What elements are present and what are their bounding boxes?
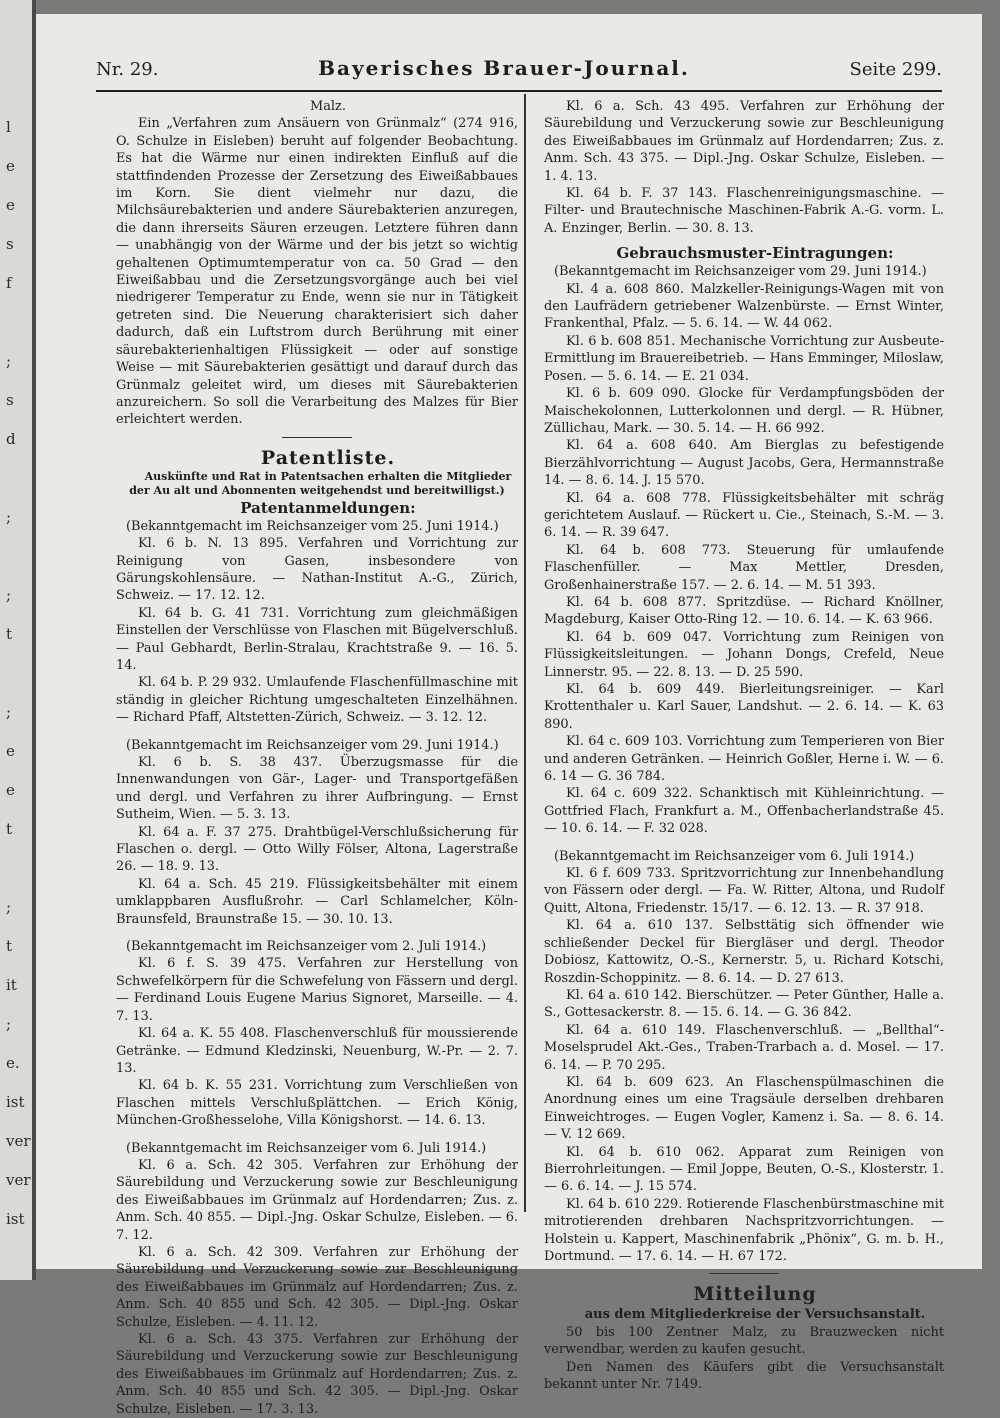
patent-entry: Kl. 64 a. 608 640. Am Bierglas zu befestigende Bierzählvorrichtung — August Jacobs, Gera, Hermannstraße 14. — 8. 6. 14. J. 15 570. <box>544 438 944 489</box>
patent-entry: Kl. 6 a. Sch. 42 305. Verfahren zur Erhöhung der Säurebildung und Verzuckerung sowie zur Beschleunigung des Eiweißabbaues im Grünmalz auf Hordendarren; Zus. z. Anm. Sch. 40 855. — Dipl.-Jng. Oskar Schulze, Eisleben. — 6. 7. 12. <box>116 1157 518 1243</box>
malz-article <box>116 115 518 428</box>
patent-applications-continued <box>544 98 944 243</box>
previous-page-fragment: ist <box>6 1210 25 1228</box>
page-number-left: Nr. 29. <box>96 59 159 80</box>
previous-page-fragment: f <box>6 274 12 292</box>
spacer <box>116 928 518 938</box>
patent-entry: Kl. 4 a. 608 860. Malzkeller-Reinigungs-Wagen mit von den Laufrädern getriebener Walzenbürste. — Ernst Winter, Frankenthal, Pfalz. — 5. 6. 14. — W. 44 062. <box>544 281 944 332</box>
patentliste-title: Patentliste. <box>260 446 396 469</box>
previous-page-fragment: t <box>6 937 13 955</box>
patent-entry: Kl. 64 a. Sch. 45 219. Flüssigkeitsbehälter mit einem umklappbaren Ausflußrohr. — Carl Schlamelcher, Köln-Braunsfeld, Braunstraße 15. — 30. 10. 13. <box>116 876 518 927</box>
patent-entry: Kl. 64 b. 608 773. Steuerung für umlaufende Flaschenfüller. — Max Mettler, Dresden, Großenhainerstraße 157. — 2. 6. 14. — M. 51 393. <box>544 542 944 593</box>
patent-entry: Kl. 64 b. K. 55 231. Vorrichtung zum Verschließen von Flaschen mittels Verschlußplättchen. — Erich König, München-Großhesselohe, Villa Königshorst. — 14. 6. 13. <box>116 1078 518 1129</box>
patent-entry: Kl. 6 b. 609 090. Glocke für Verdampfungsböden der Maischekolonnen, Lutterkolonnen und dergl. — R. Hübner, Züllichau, Mark. — 30. 5. 14. — H. 66 992. <box>544 386 944 436</box>
page-header <box>96 56 942 86</box>
previous-page-fragment: d <box>6 430 16 448</box>
patent-entry: Kl. 6 b. S. 38 437. Überzugsmasse für die Innenwandungen von Gär-, Lager- und Transportgefäßen und dergl. und Verfahren zu ihrer Aufbringung. — Ernst Sutheim, Wien. — 5. 3. 13. <box>116 755 518 823</box>
mitteilung-paragraph: Den Namen des Käufers gibt die Versuchsanstalt bekannt unter Nr. 7149. <box>544 1359 944 1393</box>
mitteilung-subtitle: aus dem Mitgliederkreise der Versuchsanstalt. <box>584 1307 926 1323</box>
section-divider <box>282 437 352 438</box>
patent-entry: Kl. 64 b. 609 623. An Flaschenspülmaschinen die Anordnung eines um eine Tragsäule derselben drehbaren Einweichtroges. — Eugen Vogler, Kamenz i. Sa. — 8. 6. 14. — V. 12 669. <box>544 1074 944 1143</box>
announcement-line: (Bekanntgemacht im Reichsanzeiger vom 29. Juni 1914.) <box>554 264 927 280</box>
patent-entry: Kl. 64 a. K. 55 408. Flaschenverschluß für moussierende Getränke. — Edmund Kledzinski, Neuenburg, W.-Pr. — 2. 7. 13. <box>116 1026 518 1076</box>
previous-page-fragment: ; <box>6 508 12 526</box>
previous-page-fragment: ; <box>6 586 12 604</box>
patent-entry: Kl. 64 b. 610 229. Rotierende Flaschenbürstmaschine mit mitrotierenden drehbaren Nachspritzvorrichtungen. — Holstein u. Kappert, Maschinenfabrik „Phönix“, G. m. b. H., Dortmund. — 17. 6. 14. — H. 67 172. <box>544 1196 944 1264</box>
previous-page-fragment: e <box>6 742 15 760</box>
previous-page-fragment: t <box>6 820 13 838</box>
patent-entry: Kl. 64 a. 610 142. Bierschützer. — Peter Günther, Halle a. S., Gottesackerstr. 8. — 15. 6. 14. — G. 36 842. <box>544 987 944 1021</box>
journal-page <box>36 14 982 1417</box>
patent-entry: Kl. 6 a. Sch. 43 375. Verfahren zur Erhöhung der Säurebildung und Verzuckerung sowie zur Beschleunigung des Eiweißabbaues im Grünmalz auf Hordendarren; Zus. z. Anm. Sch. 40 855 und Sch. 42 305. — Dipl.-Jng. Oskar Schulze, Eisleben. — 17. 3. 13. <box>116 1332 518 1417</box>
previous-page-fragment: s <box>6 235 14 253</box>
anmeldungen-title: Patentanmeldungen: <box>240 498 416 517</box>
left-column <box>116 98 518 1417</box>
previous-page-fragment: e. <box>6 1054 20 1072</box>
patent-entry: Kl. 6 a. Sch. 43 495. Verfahren zur Erhöhung der Säurebildung und Verzuckerung sowie zur Beschleunigung des Eiweißabbaues im Grünmalz auf Hordendarren; Zus. z. Anm. Sch. 43 375. — Dipl.-Jng. Oskar Schulze, Eisleben. — 1. 4. 13. <box>544 99 944 184</box>
gebrauchsmuster-title: Gebrauchsmuster-Eintragungen: <box>616 244 894 263</box>
malz-title: Malz. <box>310 99 346 114</box>
journal-title: Bayerisches Brauer-Journal. <box>318 56 690 80</box>
patent-entry: Kl. 64 b. F. 37 143. Flaschenreinigungsmaschine. — Filter- und Brautechnische Maschinen-Fabrik A.-G. vorm. L. A. Enzinger, Berlin. — 30. 8. 13. <box>544 186 944 236</box>
patent-entry: Kl. 64 b. 608 877. Spritzdüse. — Richard Knöllner, Magdeburg, Kaiser Otto-Ring 12. — 10. 6. 14. — K. 63 966. <box>544 594 944 628</box>
section-divider <box>709 1273 779 1274</box>
spacer <box>116 1130 518 1140</box>
announcement-line: (Bekanntgemacht im Reichsanzeiger vom 6. Juli 1914.) <box>126 1140 487 1156</box>
previous-page-fragment: e <box>6 196 15 214</box>
column-divider <box>524 94 526 1212</box>
previous-page-fragment: e <box>6 157 15 175</box>
utility-model-entries <box>544 263 944 1265</box>
patent-entry: Kl. 64 b. 609 449. Bierleitungsreiniger. — Karl Krottenthaler u. Karl Sauer, Landshut. — 2. 6. 14. — K. 63 890. <box>544 682 944 732</box>
patent-applications <box>116 518 518 1418</box>
patent-entry: Kl. 64 a. 610 137. Selbsttätig sich öffnender wie schließender Deckel für Biergläser und dergl. Theodor Dobiosz, Kattowitz, O.-S., Kernerstr. 5, u. Richard Kotschi, Roszdin-Schoppinitz. — 8. 6. 14. — D. 27 613. <box>544 918 944 986</box>
patentliste-note: Auskünfte und Rat in Patentsachen erhalten die Mitglieder der Au alt und Abonnenten weitgehendst und bereitwilligst.) <box>129 469 512 497</box>
announcement-line: (Bekanntgemacht im Reichsanzeiger vom 29. Juni 1914.) <box>126 737 499 753</box>
previous-page-fragment: it <box>6 976 17 994</box>
previous-page-fragment: ver <box>6 1171 31 1189</box>
right-column <box>544 98 944 1393</box>
patent-entry: Kl. 64 c. 609 103. Vorrichtung zum Temperieren von Bier und anderen Getränken. — Heinrich Goßler, Herne i. W. — 6. 6. 14 — G. 36 784. <box>544 734 944 785</box>
mitteilung-paragraph: 50 bis 100 Zentner Malz, zu Brauzwecken nicht verwendbar, werden zu kaufen gesucht. <box>544 1324 944 1358</box>
previous-page-fragment: s <box>6 391 14 409</box>
announcement-line: (Bekanntgemacht im Reichsanzeiger vom 2. Juli 1914.) <box>126 939 487 955</box>
patent-entry: Kl. 6 b. 608 851. Mechanische Vorrichtung zur Ausbeute-Ermittlung im Brauereibetrieb. — Hans Emminger, Miloslaw, Posen. — 5. 6. 14. — E. 21 034. <box>544 333 944 384</box>
patent-entry: Kl. 64 b. P. 29 932. Umlaufende Flaschenfüllmaschine mit ständig in gleicher Richtung umgeschalteten Einzelhähnen. — Richard Pfaff, Altstetten-Zürich, Schweiz. — 3. 12. 12. <box>116 675 518 726</box>
patent-entry: Kl. 64 b. G. 41 731. Vorrichtung zum gleichmäßigen Einstellen der Verschlüsse von Flaschen mit Bügelverschluß. — Paul Gebhardt, Berlin-Stralau, Krachtstraße 9. — 16. 5. 14. <box>116 605 518 673</box>
previous-page-fragment: ; <box>6 1015 12 1033</box>
patent-entry: Kl. 64 b. 610 062. Apparat zum Reinigen von Bierrohrleitungen. — Emil Joppe, Beuten, O.-S., Klosterstr. 1. — 6. 6. 14. — J. 15 574. <box>544 1144 944 1195</box>
patent-entry: Kl. 64 a. 610 149. Flaschenverschluß. — „Bellthal“-Moselsprudel Akt.-Ges., Traben-Trarbach a. d. Mosel. — 17. 6. 14. — P. 70 295. <box>544 1022 944 1073</box>
announcement-line: (Bekanntgemacht im Reichsanzeiger vom 6. Juli 1914.) <box>554 848 915 864</box>
previous-page-fragment: l <box>6 118 11 136</box>
previous-page-fragment: ver <box>6 1132 31 1150</box>
page-number-right: Seite 299. <box>849 59 942 80</box>
patent-entry: Kl. 6 b. N. 13 895. Verfahren und Vorrichtung zur Reinigung von Gasen, insbesondere von Gärungskohlensäure. — Nathan-Institut A.-G., Zürich, Schweiz. — 17. 12. 12. <box>116 536 518 604</box>
previous-page-fragment: ; <box>6 703 12 721</box>
patent-entry: Kl. 6 a. Sch. 42 309. Verfahren zur Erhöhung der Säurebildung und Verzuckerung sowie zur Beschleunigung des Eiweißabbaues im Grünmalz auf Hordendarren; Zus. z. Anm. Sch. 40 855 und Sch. 42 305. — Dipl.-Jng. Oskar Schulze, Eisleben. — 4. 11. 12. <box>116 1244 518 1330</box>
previous-page-fragment: t <box>6 625 13 643</box>
spacer <box>544 838 944 848</box>
previous-page-fragment: e <box>6 781 15 799</box>
patent-entry: Kl. 64 b. 609 047. Vorrichtung zum Reinigen von Flüssigkeitsleitungen. — Johann Dongs, Crefeld, Neue Linnerstr. 95. — 22. 8. 13. — D. 25 590. <box>544 629 944 680</box>
previous-page-fragment: ; <box>6 352 12 370</box>
patent-entry: Kl. 64 c. 609 322. Schanktisch mit Kühleinrichtung. — Gottfried Flach, Frankfurt a. M., Offenbacherlandstraße 45. — 10. 6. 14. — F. 32 028. <box>544 786 944 837</box>
patent-entry: Kl. 64 a. 608 778. Flüssigkeitsbehälter mit schräg gerichtetem Auslauf. — Rückert u. Cie., Steinach, S.-M. — 3. 6. 14. — R. 39 647. <box>544 490 944 541</box>
mitteilung-body <box>544 1324 944 1394</box>
announcement-line: (Bekanntgemacht im Reichsanzeiger vom 25. Juni 1914.) <box>126 518 499 534</box>
header-rule <box>96 90 942 92</box>
patent-entry: Kl. 64 a. F. 37 275. Drahtbügel-Verschlußsicherung für Flaschen o. dergl. — Otto Willy Fölser, Altona, Lagerstraße 26. — 18. 9. 13. <box>116 824 518 875</box>
spacer <box>116 727 518 737</box>
previous-page-fragment: ; <box>6 898 12 916</box>
previous-page-strip <box>0 0 36 1280</box>
patent-entry: Kl. 6 f. S. 39 475. Verfahren zur Herstellung von Schwefelkörpern für die Schwefelung von Fässern und dergl. — Ferdinand Louis Eugene Marius Signoret, Marseille. — 4. 7. 13. <box>116 956 518 1024</box>
mitteilung-title: Mitteilung <box>693 1283 817 1306</box>
malz-paragraph: Ein „Verfahren zum Ansäuern von Grünmalz“ (274 916, O. Schulze in Eisleben) beruht auf folgender Beobachtung. Es hat die Wärme nur einen indirekten Einfluß auf die stattfindenden Prozesse der Zersetzung des Eiweißabbaues im Korn. Sie dient vielmehr nur dazu, die Milchsäurebakterien und andere Säurebakterien anzuregen, die dann ihrerseits Säuren erzeugen. Letztere führen dann — unabhängig von der Wärme und der bis jetzt so wichtig gehaltenen Optimumtemperatur von ca. 50 Grad — den Eiweißabbau und die Zersetzungsvorgänge auch bei viel niedrigerer Temperatur zu Ende, wenn sie nur in Tätigkeit getreten sind. Die Neuerung charakterisiert sich daher dadurch, daß ein Luftstrom durch Berührung mit einer säurebakterienhaltigen Flüssigkeit — oder auf sonstige Weise — mit Säurebakterien gesättigt und darauf durch das Grünmalz geleitet wird, um dieses mit Säurebakterien anzureichern. So soll die Verarbeitung des Malzes für Bier erleichtert werden. <box>116 116 518 428</box>
patent-entry: Kl. 6 f. 609 733. Spritzvorrichtung zur Innenbehandlung von Fässern oder dergl. — Fa. W. Ritter, Altona, und Rudolf Quitt, Altona, Friedenstr. 15/17. — 6. 12. 13. — R. 37 918. <box>544 866 944 916</box>
previous-page-fragment: ist <box>6 1093 25 1111</box>
